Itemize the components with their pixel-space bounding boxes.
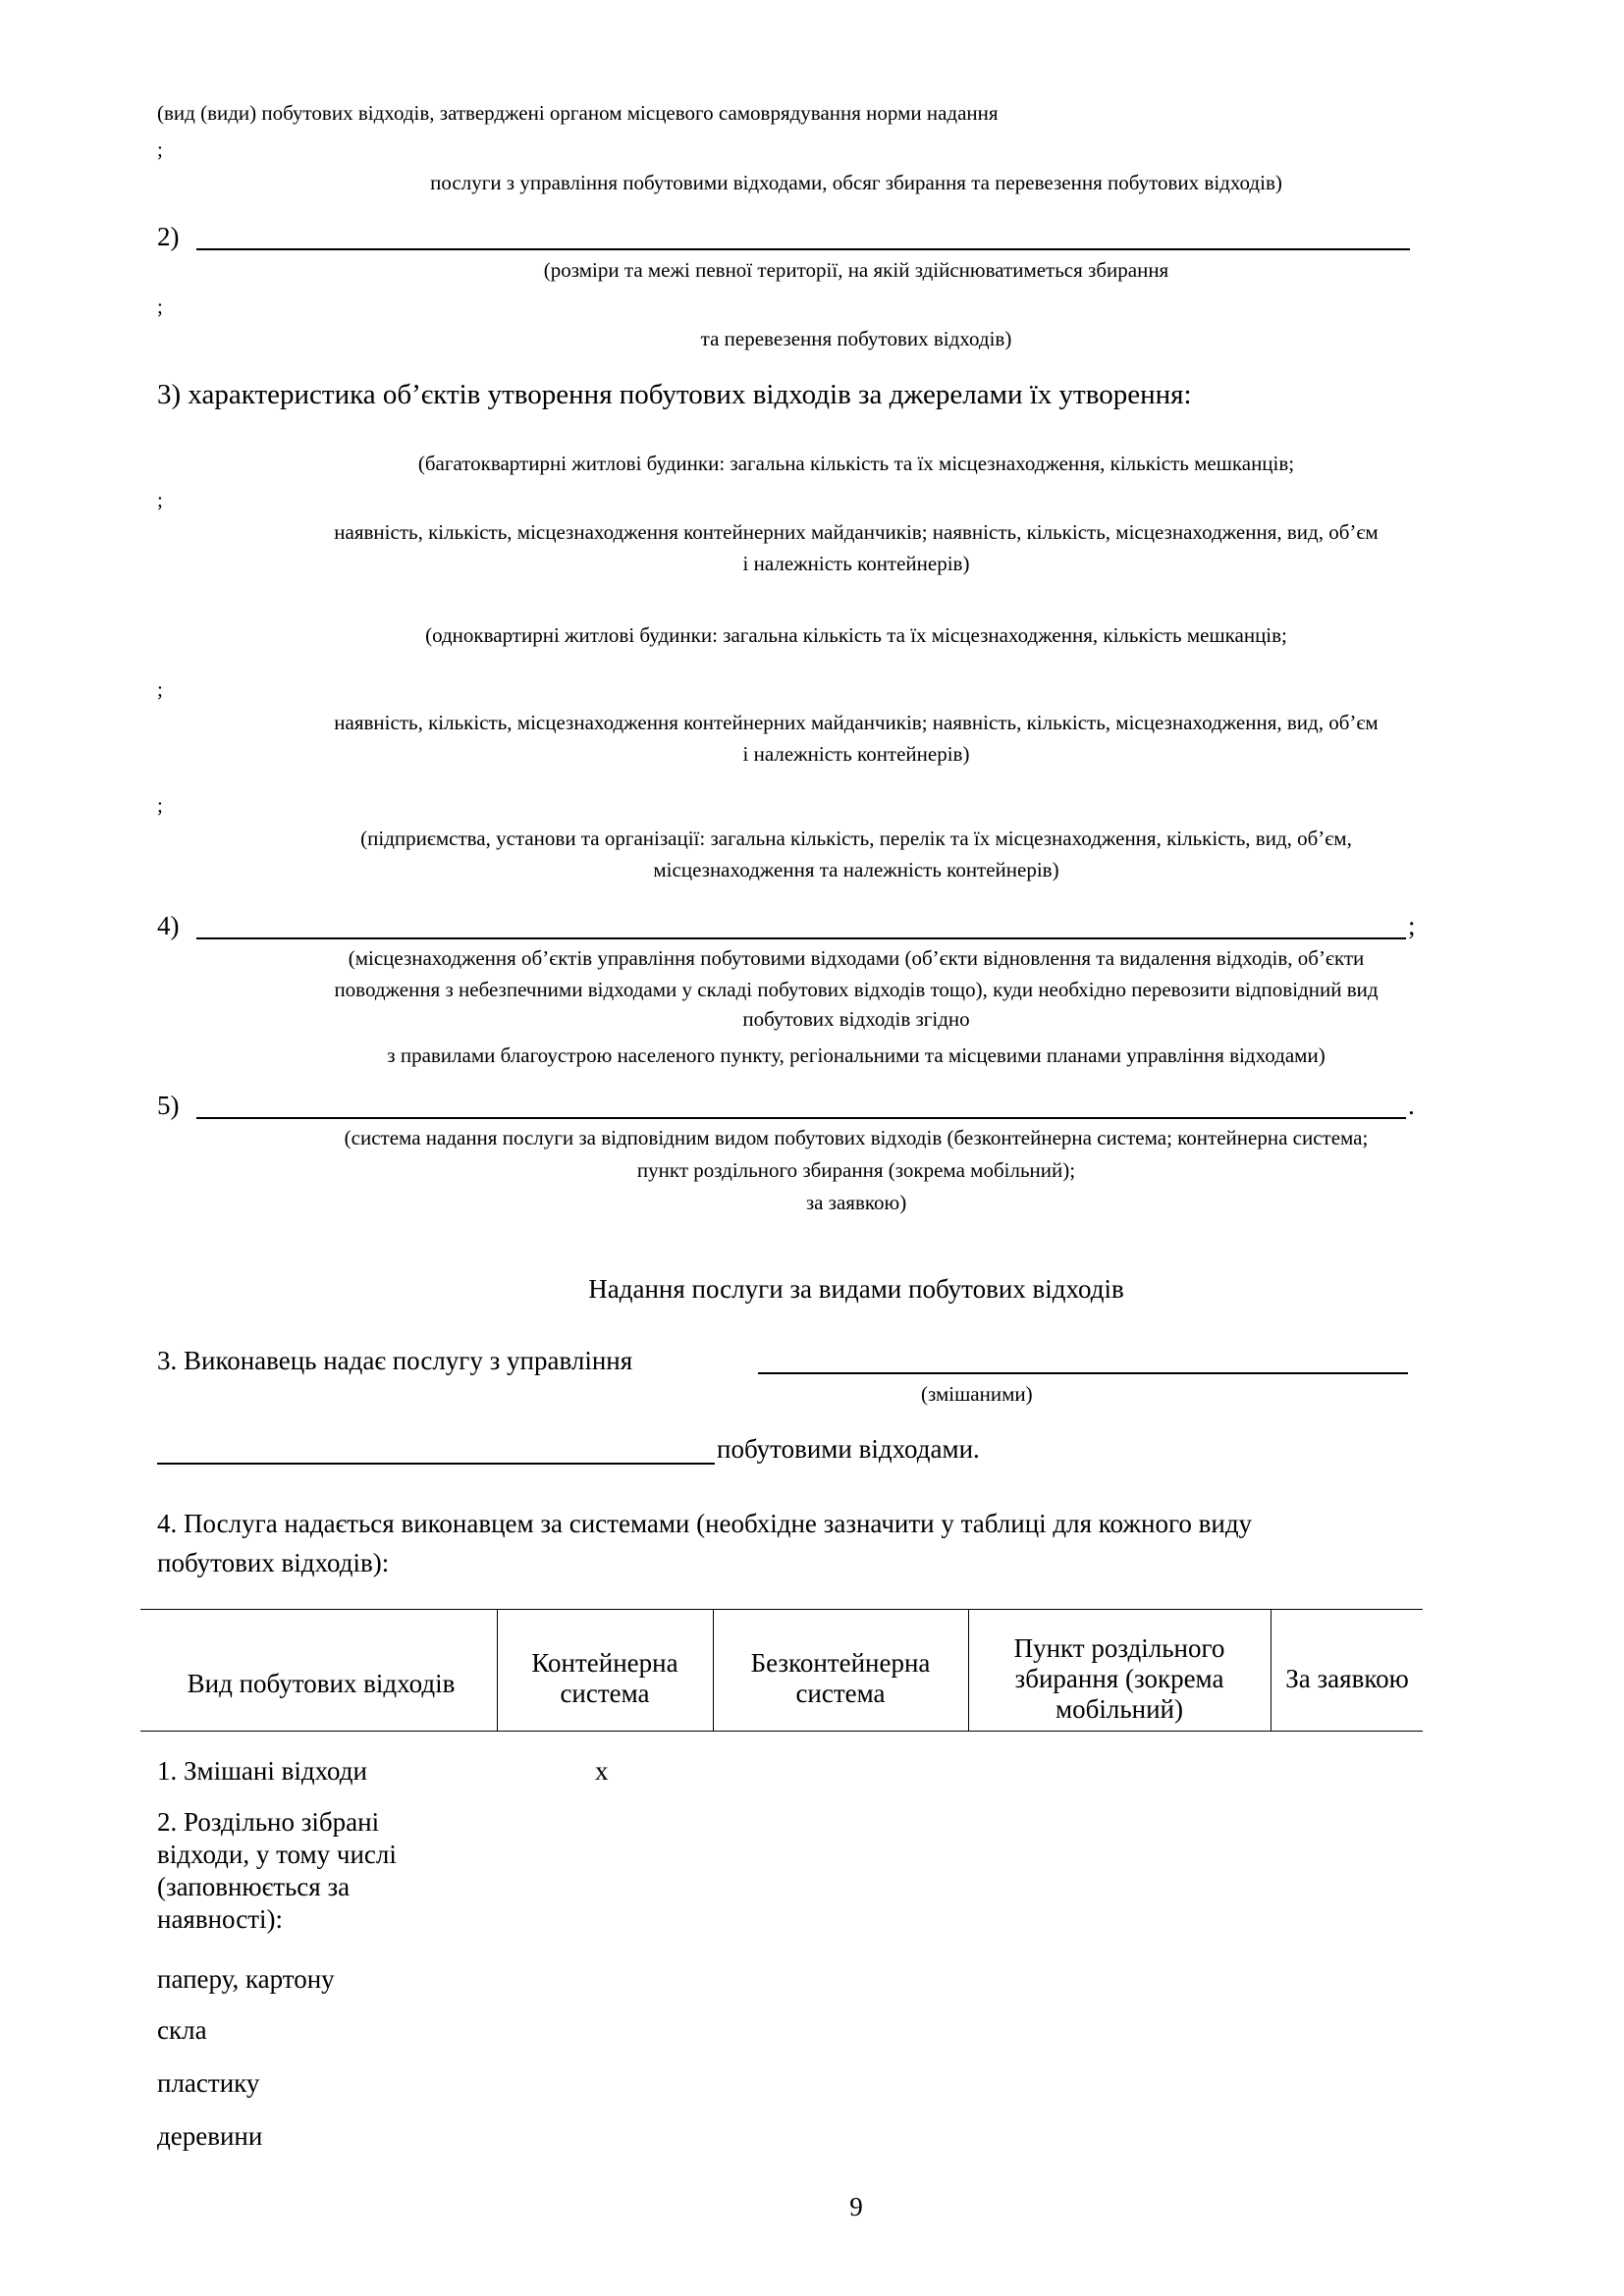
- item-4-blank-line[interactable]: [196, 937, 1406, 939]
- table-row-mark: x: [595, 1756, 609, 1786]
- item-5-note-2: пункт роздільного збирання (зокрема мобільний);: [636, 1158, 1076, 1182]
- header-waste-type: Вид побутових відходів: [187, 1668, 456, 1698]
- section-title: Надання послуги за видами побутових відходів: [588, 1274, 1124, 1304]
- header-containerless-system: Безконтейнерна система: [750, 1648, 931, 1708]
- table-row-label: пластику: [157, 2068, 260, 2098]
- item-2-semicolon: ;: [157, 294, 163, 318]
- item-3-multi-line-2: наявність, кількість, місцезнаходження контейнерних майданчиків; наявність, кількість, місцезнаходження, вид, об’єм: [334, 520, 1379, 544]
- item-4-number: 4): [157, 911, 180, 940]
- item-5-blank-line[interactable]: [196, 1117, 1406, 1119]
- table-row-label: деревини: [157, 2121, 263, 2151]
- item-2-note-1: (розміри та межі певної території, на якій здійснюватиметься збирання: [543, 258, 1169, 282]
- item-5-number: 5): [157, 1091, 180, 1120]
- intro-line-2: послуги з управління побутовими відходами, обсяг збирання та перевезення побутових відходів): [430, 171, 1282, 194]
- header-container-system: Контейнерна система: [531, 1648, 678, 1708]
- item-3-heading: 3) характеристика об’єктів утворення побутових відходів за джерелами їх утворення:: [157, 379, 1192, 410]
- item-3-multi-line-1: (багатоквартирні житлові будинки: загальна кількість та їх місцезнаходження, кількість мешканців;: [417, 452, 1295, 475]
- para-3-text: 3. Виконавець надає послугу з управління: [157, 1346, 633, 1375]
- table-col-divider: [1271, 1609, 1272, 1731]
- header-separate-collection-point: Пункт роздільного збирання (зокрема мобільний): [1013, 1632, 1225, 1724]
- item-2-blank-line[interactable]: [196, 248, 1410, 250]
- table-row-label: скла: [157, 2015, 207, 2045]
- item-4-end: ;: [1408, 911, 1416, 940]
- intro-line-1: (вид (види) побутових відходів, затверджені органом місцевого самоврядування норми надання: [157, 101, 999, 125]
- item-3-semicolon-2: ;: [157, 677, 163, 701]
- table-row-label: 2. Роздільно зібрані відходи, у тому числі (заповнюється за наявності):: [157, 1807, 397, 1934]
- item-2-number: 2): [157, 222, 180, 251]
- item-3-single-line-3: і належність контейнерів): [742, 742, 970, 766]
- item-3-single-line-1: (одноквартирні житлові будинки: загальна кількість та їх місцезнаходження, кількість мешканців;: [425, 623, 1287, 647]
- item-5-note-3: за заявкою): [805, 1191, 907, 1214]
- table-header-rule: [140, 1731, 1423, 1732]
- table-col-divider: [713, 1609, 714, 1731]
- header-on-request: За заявкою: [1285, 1663, 1409, 1693]
- item-4-note-4: з правилами благоустрою населеного пункту, регіональними та місцевими планами управління відходами): [387, 1043, 1326, 1067]
- intro-semicolon: ;: [157, 137, 163, 161]
- para-3-blank-line[interactable]: [758, 1372, 1408, 1374]
- table-top-rule: [140, 1609, 1423, 1610]
- para-4-line-1: 4. Послуга надається виконавцем за системами (необхідне зазначити у таблиці для кожного виду: [157, 1509, 1253, 1538]
- page-number: 9: [849, 2192, 863, 2221]
- table-row-label: 1. Змішані відходи: [157, 1756, 367, 1786]
- para-3-note: (змішаними): [921, 1382, 1033, 1406]
- item-3-semicolon-1: ;: [157, 488, 163, 511]
- item-4-note-2: поводження з небезпечними відходами у складі побутових відходів тощо), куди необхідно перевозити відповідний вид: [334, 978, 1379, 1001]
- para-3-blank-line-2[interactable]: [157, 1463, 715, 1465]
- item-3-multi-line-3: і належність контейнерів): [742, 552, 970, 575]
- item-5-end: .: [1408, 1091, 1415, 1120]
- item-3-semicolon-3: ;: [157, 793, 163, 817]
- item-4-note-3: побутових відходів згідно: [742, 1007, 970, 1031]
- para-4-line-2: побутових відходів):: [157, 1548, 390, 1577]
- para-3-tail: побутовими відходами.: [717, 1434, 980, 1464]
- item-3-single-line-2: наявність, кількість, місцезнаходження контейнерних майданчиків; наявність, кількість, місцезнаходження, вид, об’єм: [334, 711, 1379, 734]
- item-5-note-1: (система надання послуги за відповідним видом побутових відходів (безконтейнерна система; контейнерна система;: [344, 1126, 1369, 1149]
- item-3-enterprises-line-1: (підприємства, установи та організації: загальна кількість, перелік та їх місцезнаходження, кількість, вид, об’єм,: [360, 827, 1352, 850]
- table-row-label: паперу, картону: [157, 1964, 335, 1994]
- table-col-divider: [497, 1609, 498, 1731]
- table-col-divider: [968, 1609, 969, 1731]
- item-2-note-2: та перевезення побутових відходів): [700, 327, 1012, 350]
- item-4-note-1: (місцезнаходження об’єктів управління побутовими відходами (об’єкти відновлення та видалення відходів, об’єкти: [348, 946, 1365, 970]
- item-3-enterprises-line-2: місцезнаходження та належність контейнерів): [653, 858, 1059, 881]
